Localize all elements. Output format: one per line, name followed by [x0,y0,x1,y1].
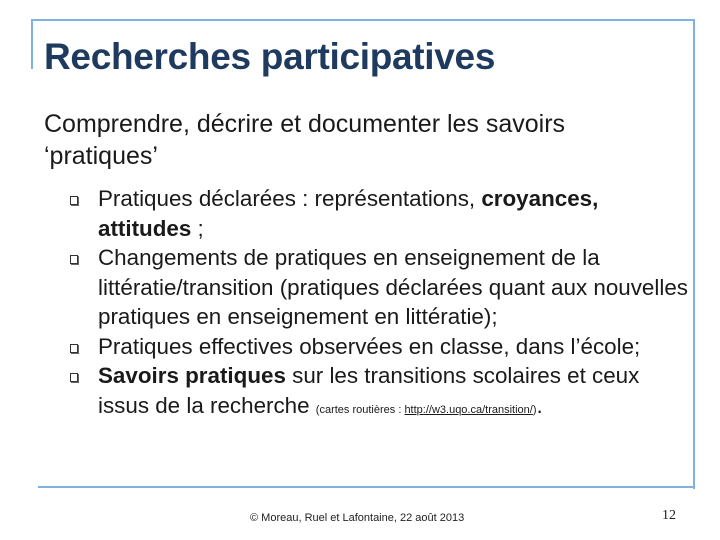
checkbox-bullet-icon [70,196,78,205]
bullet-item [66,332,688,362]
bullet-small-text: ) [532,403,537,416]
bullet-list [66,184,688,425]
bullet-item [66,184,688,243]
frame-bottom-rule [38,486,695,488]
slide-subtitle: Comprendre, décrire et documenter les savoirs ‘pratiques’ [44,110,566,170]
slide-footer: © Moreau, Ruel et Lafontaine, 22 août 2013 [250,512,465,524]
slide-title: Recherches participatives [44,36,496,77]
checkbox-bullet-icon [70,373,78,382]
bullet-text: ; [191,215,204,241]
bullet-bold-text: croyances, attitudes [98,186,599,241]
transition-link[interactable]: http://w3.uqo.ca/transition/ [404,403,533,416]
frame-top-rule [31,19,695,21]
bullet-small-text: (cartes routières : [315,403,405,416]
bullet-item [66,243,688,332]
checkbox-bullet-icon [70,344,78,353]
bullet-text: Pratiques effectives observées en classe, dans l’école; [98,333,641,359]
checkbox-bullet-icon [70,255,78,264]
bullet-text: Changements de pratiques en enseignement de la littératie/transition (pratiques déclarées quant aux nouvelles pratiques en enseignement en littératie); [98,245,688,329]
bullet-text: sur les transitions scolaires et ceux issus de la recherche [98,363,640,418]
page-number: 12 [662,508,676,523]
frame-left-rule [31,19,33,69]
frame-right-rule [693,19,695,489]
bullet-item [66,361,688,425]
bullet-bold-text: Savoirs pratiques [98,363,286,388]
bullet-text: Pratiques déclarées : représentations, [98,186,482,211]
bullet-text: . [536,392,543,418]
